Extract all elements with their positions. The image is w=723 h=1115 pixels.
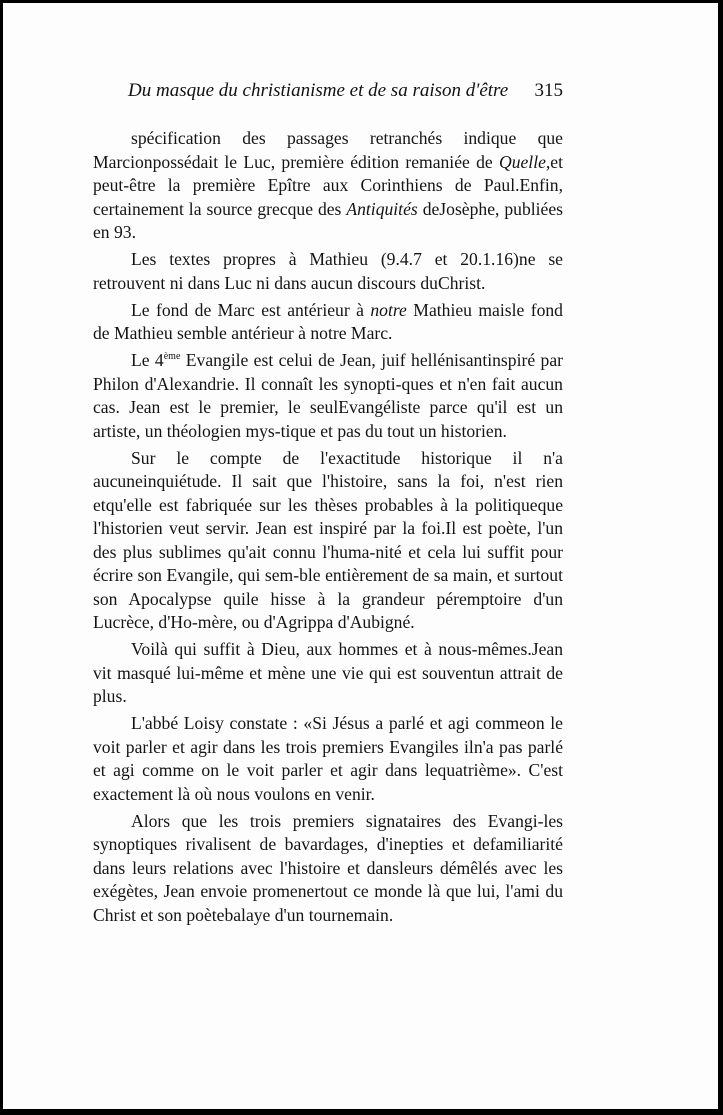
text-line: Christ. — [437, 272, 486, 293]
text-line: Jean vit masqué lui-même et mène une vie qui est souvent — [93, 639, 563, 683]
paragraph — [93, 248, 563, 295]
text-line: les synoptiques rivalisent de bavardages, d'inepties et de — [93, 810, 563, 854]
text-line: ne se retrouvent ni dans Luc ni dans aucun discours du — [93, 249, 563, 293]
paragraph — [93, 712, 563, 806]
paragraph — [93, 349, 563, 443]
text-line: qu'elle est fabriquée sur les thèses probables à la politique — [105, 494, 538, 515]
text-line: Sur le compte de l'exactitude historique il n'a aucune — [93, 447, 563, 491]
text-line: quatrième». C'est exactement là où nous voulons en venir. — [93, 760, 564, 804]
book-page — [3, 3, 718, 1109]
text-line: n'a pas parlé et agi comme on le voit parler et agir dans le — [93, 736, 563, 780]
paragraph — [93, 638, 563, 709]
text-line: Les textes propres à Mathieu (9.4.7 et 20.1.16) — [131, 249, 519, 269]
text-line: Enfin, certainement la source grecque des Antiquités de — [93, 175, 563, 219]
text-line: Josèphe, publiées en 93. — [93, 198, 563, 242]
text-line: Voilà qui suffit à Dieu, aux hommes et à nous-mêmes. — [131, 639, 532, 659]
text-line: possédait le Luc, première édition remaniée de Quelle, — [152, 151, 551, 172]
text-line: Le 4ème Evangile est celui de Jean, juif hellénisant — [131, 350, 488, 370]
text-line: familiarité dans leurs relations avec l'histoire et dans — [93, 834, 563, 878]
text-line: L'abbé Loisy constate : «Si Jésus a parlé et agi comme — [131, 713, 528, 733]
text-line: balaye d'un tournemain. — [224, 904, 394, 925]
text-line: et peut-être la première Epître aux Corinthiens de Paul. — [93, 151, 563, 195]
text-line: Le fond de Marc est antérieur à notre Mathieu mais — [131, 299, 512, 320]
text-line: tout ce monde là que lui, l'ami du Christ et son poète — [93, 881, 563, 925]
text-line: on le voit parler et agir dans les trois premiers Evangiles il — [93, 713, 563, 757]
running-title: Du masque du christianisme et de sa raison d'être — [128, 80, 509, 101]
text-line: Alors que les trois premiers signataires des Evangi- — [131, 810, 544, 831]
running-header — [128, 80, 563, 102]
text-line: inquiétude. Il sait que l'histoire, sans la foi, n'est rien et — [93, 471, 563, 515]
text-line: un attrait de plus. — [93, 662, 563, 706]
text-line: le hisse à la grandeur péremptoire d'un Lucrèce, d'Ho- — [93, 588, 563, 632]
paragraph — [93, 447, 563, 635]
text-line: spécification des passages retranchés indique que Marcion — [93, 128, 563, 172]
text-line: le fond de Mathieu semble antérieur à notre Marc. — [93, 299, 563, 343]
text-line: mère, ou d'Agrippa d'Aubigné. — [197, 612, 415, 632]
text-line: inspiré par Philon d'Alexandrie. Il connaît les synopti- — [93, 350, 563, 394]
text-line: leurs démêlés avec les exégètes, Jean envoie promener — [93, 857, 563, 901]
body-text — [93, 127, 563, 931]
text-line: tique et pas du tout un historien. — [280, 420, 507, 441]
text-line: nité et cela lui suffit pour écrire son Evangile, qui sem- — [93, 541, 563, 585]
text-line: Evangéliste parce qu'il est un artiste, un théologien mys- — [93, 397, 563, 441]
page-number: 315 — [534, 80, 563, 101]
text-line: que l'historien veut servir. Jean est inspiré par la foi. — [93, 494, 563, 538]
text-line: ques et n'en fait aucun cas. Jean est le premier, le seul — [93, 373, 563, 417]
text-line: ble entièrement de sa main, et surtout son Apocalypse qui — [93, 565, 563, 609]
paragraph — [93, 299, 563, 346]
text-line: Il est poète, l'un des plus sublimes qu'ait connu l'huma- — [93, 518, 564, 562]
paragraph — [93, 810, 563, 928]
paragraph — [93, 127, 563, 245]
